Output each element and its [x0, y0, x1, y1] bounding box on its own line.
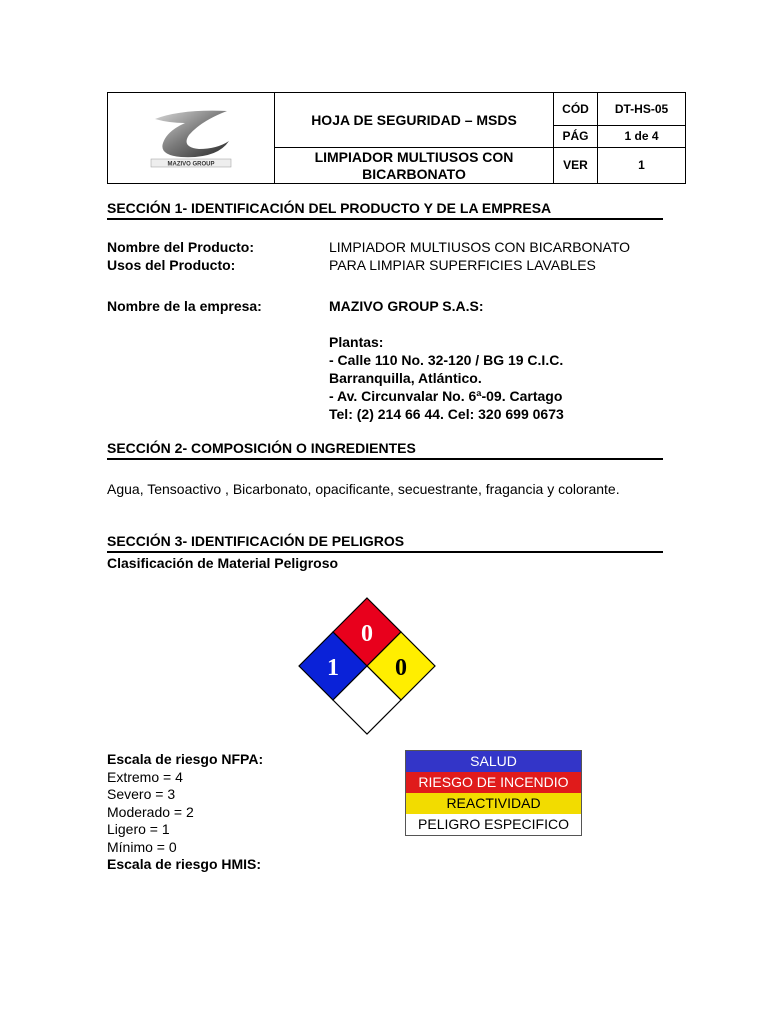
uses-label: Usos del Producto:	[107, 257, 236, 273]
logo-text: MAZIVO GROUP	[167, 161, 215, 168]
product-title	[275, 148, 554, 184]
section-2-title: SECCIÓN 2- COMPOSICIÓN O INGREDIENTES	[107, 440, 663, 460]
nfpa-diamond	[298, 597, 436, 735]
nfpa-scale-item: Moderado = 2	[107, 803, 194, 820]
product-name-value: LIMPIADOR MULTIUSOS CON BICARBONATO	[329, 239, 631, 255]
uses-value: PARA LIMPIAR SUPERFICIES LAVABLES	[329, 257, 596, 273]
section-1-title: SECCIÓN 1- IDENTIFICACIÓN DEL PRODUCTO Y DE LA EMPRESA	[107, 200, 663, 220]
nfpa-scale-item: Mínimo = 0	[107, 838, 177, 855]
nfpa-scale-item: Severo = 3	[107, 786, 176, 802]
hmis-row-peligro-especifico: PELIGRO ESPECIFICO	[406, 814, 581, 835]
doc-title: HOJA DE SEGURIDAD – MSDS	[275, 93, 554, 148]
nfpa-flammability-value: 0	[361, 621, 373, 647]
document-header-table	[107, 92, 686, 184]
company-label: Nombre de la empresa:	[107, 298, 262, 314]
cod-label: CÓD	[554, 93, 598, 126]
pag-label: PÁG	[554, 126, 598, 148]
hmis-row-salud: SALUD	[406, 751, 581, 772]
pag-value: 1 de 4	[598, 126, 686, 148]
plants-line: Barranquilla, Atlántico.	[329, 370, 482, 386]
cod-value: DT-HS-05	[598, 93, 686, 126]
hmis-row-riesgo-incendio: RIESGO DE INCENDIO	[406, 772, 581, 793]
product-title-text: LIMPIADOR MULTIUSOS CON BICARBONATO	[314, 148, 514, 182]
nfpa-health-value: 1	[327, 655, 339, 681]
product-name-label: Nombre del Producto:	[107, 239, 255, 255]
section-3-subtitle: Clasificación de Material Peligroso	[107, 555, 339, 571]
nfpa-scale-item: Extremo = 4	[107, 768, 183, 785]
logo-cell	[108, 93, 275, 184]
nfpa-reactivity-value: 0	[395, 655, 407, 681]
ingredients-text: Agua, Tensoactivo , Bicarbonato, opacificante, secuestrante, fragancia y colorante.	[107, 481, 620, 497]
company-value: MAZIVO GROUP S.A.S:	[329, 298, 484, 314]
plants-line: Plantas:	[329, 334, 384, 350]
hmis-legend	[405, 750, 582, 836]
plants-line: Tel: (2) 214 66 44. Cel: 320 699 0673	[329, 406, 564, 422]
section-3-title: SECCIÓN 3- IDENTIFICACIÓN DE PELIGROS	[107, 533, 663, 553]
hmis-scale-title: Escala de riesgo HMIS:	[107, 856, 262, 872]
plants-line: - Av. Circunvalar No. 6ª-09. Cartago	[329, 388, 563, 404]
ver-value: 1	[598, 148, 686, 184]
hmis-row-reactividad: REACTIVIDAD	[406, 793, 581, 814]
nfpa-scale-item: Ligero = 1	[107, 821, 170, 837]
plants-line: - Calle 110 No. 32-120 / BG 19 C.I.C.	[329, 352, 564, 368]
ver-label: VER	[554, 148, 598, 184]
nfpa-scale-title: Escala de riesgo NFPA:	[107, 751, 264, 767]
mazivo-logo	[141, 101, 241, 171]
